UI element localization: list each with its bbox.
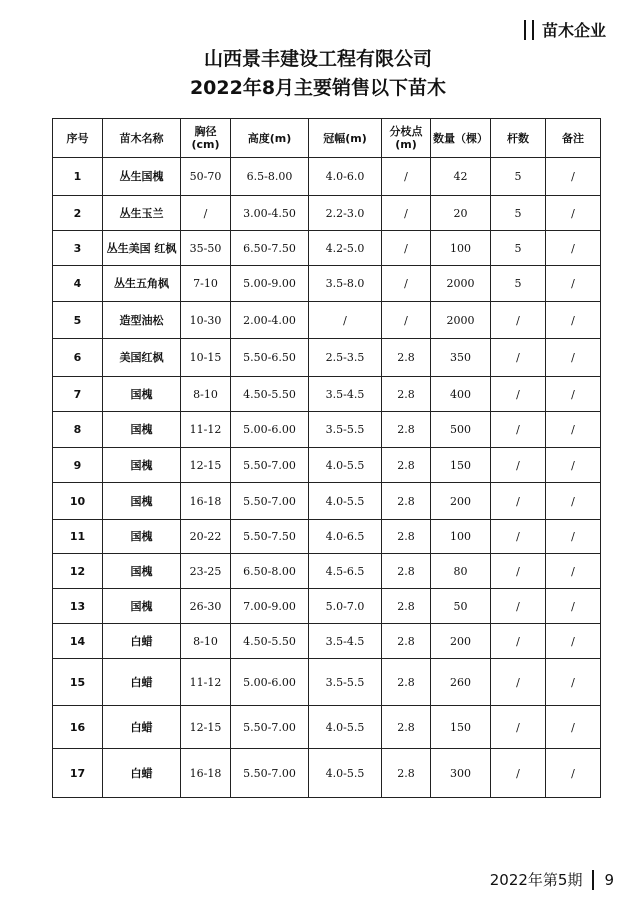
cell-col-height: 5.50-7.00: [231, 448, 309, 483]
cell-col-height: 6.50-7.50: [231, 231, 309, 266]
table-row: [53, 158, 601, 196]
cell-col-dbh: 16-18: [181, 483, 231, 520]
cell-col-qty: 2000: [431, 302, 491, 339]
cell-col-remark: /: [546, 266, 601, 302]
table-row: [53, 412, 601, 448]
cell-col-stems: /: [491, 377, 546, 412]
cell-col-remark: /: [546, 448, 601, 483]
cell-col-name: 造型油松: [103, 302, 181, 339]
table-row: [53, 196, 601, 231]
cell-col-stems: /: [491, 339, 546, 377]
cell-col-dbh: 26-30: [181, 589, 231, 624]
cell-col-branch: /: [382, 302, 431, 339]
cell-col-crown: 4.0-5.5: [309, 483, 382, 520]
cell-col-dbh: 10-15: [181, 339, 231, 377]
cell-col-no: 11: [53, 520, 103, 554]
cell-col-dbh: 16-18: [181, 749, 231, 798]
cell-col-name: 白蜡: [103, 706, 181, 749]
cell-col-stems: /: [491, 659, 546, 706]
cell-col-dbh: /: [181, 196, 231, 231]
cell-col-dbh: 10-30: [181, 302, 231, 339]
cell-col-stems: /: [491, 749, 546, 798]
cell-col-qty: 42: [431, 158, 491, 196]
cell-col-dbh: 7-10: [181, 266, 231, 302]
header-col-stems: 杆数: [491, 119, 546, 158]
cell-col-stems: 5: [491, 231, 546, 266]
cell-col-no: 10: [53, 483, 103, 520]
cell-col-crown: /: [309, 302, 382, 339]
cell-col-crown: 4.2-5.0: [309, 231, 382, 266]
cell-col-qty: 80: [431, 554, 491, 589]
cell-col-remark: /: [546, 302, 601, 339]
cell-col-stems: 5: [491, 196, 546, 231]
cell-col-crown: 4.0-6.0: [309, 158, 382, 196]
cell-col-stems: /: [491, 624, 546, 659]
cell-col-name: 国槐: [103, 448, 181, 483]
cell-col-remark: /: [546, 377, 601, 412]
cell-col-qty: 260: [431, 659, 491, 706]
cell-col-remark: /: [546, 589, 601, 624]
cell-col-branch: /: [382, 158, 431, 196]
cell-col-height: 5.50-7.50: [231, 520, 309, 554]
cell-col-crown: 2.2-3.0: [309, 196, 382, 231]
cell-col-height: 6.5-8.00: [231, 158, 309, 196]
table-row: [53, 659, 601, 706]
cell-col-branch: 2.8: [382, 749, 431, 798]
cell-col-no: 5: [53, 302, 103, 339]
cell-col-branch: /: [382, 266, 431, 302]
header-col-dbh: 胸径 (cm): [181, 119, 231, 158]
cell-col-stems: /: [491, 706, 546, 749]
cell-col-qty: 20: [431, 196, 491, 231]
cell-col-crown: 5.0-7.0: [309, 589, 382, 624]
table-row: [53, 231, 601, 266]
cell-col-name: 丛生国槐: [103, 158, 181, 196]
cell-col-height: 5.50-6.50: [231, 339, 309, 377]
cell-col-name: 丛生玉兰: [103, 196, 181, 231]
cell-col-stems: /: [491, 302, 546, 339]
header-col-remark: 备注: [546, 119, 601, 158]
cell-col-stems: /: [491, 520, 546, 554]
cell-col-remark: /: [546, 659, 601, 706]
footer-separator: [592, 870, 594, 890]
cell-col-stems: 5: [491, 158, 546, 196]
cell-col-name: 国槐: [103, 412, 181, 448]
cell-col-crown: 3.5-5.5: [309, 659, 382, 706]
cell-col-branch: 2.8: [382, 589, 431, 624]
cell-col-qty: 350: [431, 339, 491, 377]
cell-col-height: 5.00-9.00: [231, 266, 309, 302]
cell-col-no: 3: [53, 231, 103, 266]
cell-col-name: 国槐: [103, 589, 181, 624]
cell-col-remark: /: [546, 231, 601, 266]
cell-col-height: 5.50-7.00: [231, 706, 309, 749]
cell-col-no: 17: [53, 749, 103, 798]
page-number: 9: [604, 870, 614, 889]
cell-col-name: 白蜡: [103, 749, 181, 798]
cell-col-no: 12: [53, 554, 103, 589]
cell-col-dbh: 8-10: [181, 377, 231, 412]
cell-col-no: 2: [53, 196, 103, 231]
sales-title: 2022年8月主要销售以下苗木: [189, 77, 447, 99]
cell-col-crown: 3.5-4.5: [309, 624, 382, 659]
cell-col-stems: /: [491, 412, 546, 448]
table-row: [53, 589, 601, 624]
cell-col-branch: 2.8: [382, 520, 431, 554]
cell-col-name: 国槐: [103, 554, 181, 589]
cell-col-crown: 2.5-3.5: [309, 339, 382, 377]
cell-col-name: 美国红枫: [103, 339, 181, 377]
cell-col-branch: 2.8: [382, 412, 431, 448]
section-tag: [524, 18, 606, 41]
header-col-qty: 数量（棵）: [431, 119, 491, 158]
cell-col-stems: 5: [491, 266, 546, 302]
cell-col-remark: /: [546, 158, 601, 196]
cell-col-branch: /: [382, 231, 431, 266]
cell-col-stems: /: [491, 483, 546, 520]
cell-col-no: 9: [53, 448, 103, 483]
cell-col-qty: 100: [431, 231, 491, 266]
cell-col-dbh: 12-15: [181, 448, 231, 483]
cell-col-branch: /: [382, 196, 431, 231]
cell-col-branch: 2.8: [382, 377, 431, 412]
cell-col-crown: 4.0-5.5: [309, 749, 382, 798]
section-tag-bars: [524, 20, 534, 40]
cell-col-crown: 3.5-5.5: [309, 412, 382, 448]
table-row: [53, 749, 601, 798]
cell-col-crown: 3.5-8.0: [309, 266, 382, 302]
cell-col-branch: 2.8: [382, 659, 431, 706]
cell-col-height: 5.00-6.00: [231, 659, 309, 706]
table-row: [53, 266, 601, 302]
cell-col-no: 1: [53, 158, 103, 196]
cell-col-dbh: 20-22: [181, 520, 231, 554]
cell-col-height: 2.00-4.00: [231, 302, 309, 339]
cell-col-remark: /: [546, 339, 601, 377]
cell-col-no: 4: [53, 266, 103, 302]
cell-col-dbh: 8-10: [181, 624, 231, 659]
cell-col-branch: 2.8: [382, 624, 431, 659]
cell-col-no: 15: [53, 659, 103, 706]
cell-col-remark: /: [546, 624, 601, 659]
header-col-no: 序号: [53, 119, 103, 158]
seedling-table: [52, 118, 601, 798]
cell-col-height: 5.00-6.00: [231, 412, 309, 448]
cell-col-qty: 200: [431, 624, 491, 659]
cell-col-name: 丛生五角枫: [103, 266, 181, 302]
cell-col-remark: /: [546, 412, 601, 448]
cell-col-dbh: 35-50: [181, 231, 231, 266]
cell-col-dbh: 11-12: [181, 412, 231, 448]
cell-col-branch: 2.8: [382, 483, 431, 520]
cell-col-name: 国槐: [103, 377, 181, 412]
table-row: [53, 483, 601, 520]
cell-col-qty: 500: [431, 412, 491, 448]
cell-col-height: 4.50-5.50: [231, 624, 309, 659]
cell-col-qty: 100: [431, 520, 491, 554]
cell-col-qty: 150: [431, 706, 491, 749]
header-col-name: 苗木名称: [103, 119, 181, 158]
cell-col-name: 丛生美国 红枫: [103, 231, 181, 266]
cell-col-qty: 300: [431, 749, 491, 798]
cell-col-remark: /: [546, 749, 601, 798]
cell-col-name: 国槐: [103, 483, 181, 520]
cell-col-crown: 3.5-4.5: [309, 377, 382, 412]
table-row: [53, 339, 601, 377]
header-col-branch: 分枝点 (m): [382, 119, 431, 158]
cell-col-name: 国槐: [103, 520, 181, 554]
cell-col-branch: 2.8: [382, 339, 431, 377]
cell-col-dbh: 12-15: [181, 706, 231, 749]
cell-col-crown: 4.5-6.5: [309, 554, 382, 589]
section-tag-label: 苗木企业: [541, 21, 606, 40]
company-title: 山西景丰建设工程有限公司: [203, 48, 432, 70]
table-row: [53, 624, 601, 659]
cell-col-no: 6: [53, 339, 103, 377]
header-col-crown: 冠幅(m): [309, 119, 382, 158]
cell-col-branch: 2.8: [382, 448, 431, 483]
cell-col-height: 5.50-7.00: [231, 749, 309, 798]
cell-col-no: 14: [53, 624, 103, 659]
cell-col-stems: /: [491, 448, 546, 483]
cell-col-no: 8: [53, 412, 103, 448]
cell-col-qty: 400: [431, 377, 491, 412]
table-header-row: [53, 119, 601, 158]
cell-col-dbh: 11-12: [181, 659, 231, 706]
cell-col-height: 4.50-5.50: [231, 377, 309, 412]
table-row: [53, 554, 601, 589]
cell-col-height: 5.50-7.00: [231, 483, 309, 520]
cell-col-height: 6.50-8.00: [231, 554, 309, 589]
cell-col-name: 白蜡: [103, 624, 181, 659]
cell-col-qty: 150: [431, 448, 491, 483]
cell-col-crown: 4.0-5.5: [309, 448, 382, 483]
table-row: [53, 448, 601, 483]
page-footer: [490, 869, 614, 890]
cell-col-qty: 200: [431, 483, 491, 520]
cell-col-stems: /: [491, 589, 546, 624]
cell-col-branch: 2.8: [382, 554, 431, 589]
cell-col-remark: /: [546, 706, 601, 749]
cell-col-dbh: 50-70: [181, 158, 231, 196]
cell-col-remark: /: [546, 520, 601, 554]
cell-col-remark: /: [546, 196, 601, 231]
cell-col-qty: 50: [431, 589, 491, 624]
cell-col-qty: 2000: [431, 266, 491, 302]
cell-col-dbh: 23-25: [181, 554, 231, 589]
cell-col-crown: 4.0-5.5: [309, 706, 382, 749]
cell-col-stems: /: [491, 554, 546, 589]
cell-col-remark: /: [546, 483, 601, 520]
table-row: [53, 302, 601, 339]
header-col-height: 高度(m): [231, 119, 309, 158]
cell-col-name: 白蜡: [103, 659, 181, 706]
cell-col-no: 16: [53, 706, 103, 749]
issue-label: 2022年第5期: [489, 871, 583, 889]
table-row: [53, 706, 601, 749]
table-body: [53, 158, 601, 798]
cell-col-remark: /: [546, 554, 601, 589]
cell-col-height: 7.00-9.00: [231, 589, 309, 624]
cell-col-crown: 4.0-6.5: [309, 520, 382, 554]
cell-col-no: 13: [53, 589, 103, 624]
table-row: [53, 377, 601, 412]
cell-col-no: 7: [53, 377, 103, 412]
cell-col-height: 3.00-4.50: [231, 196, 309, 231]
cell-col-branch: 2.8: [382, 706, 431, 749]
table-row: [53, 520, 601, 554]
